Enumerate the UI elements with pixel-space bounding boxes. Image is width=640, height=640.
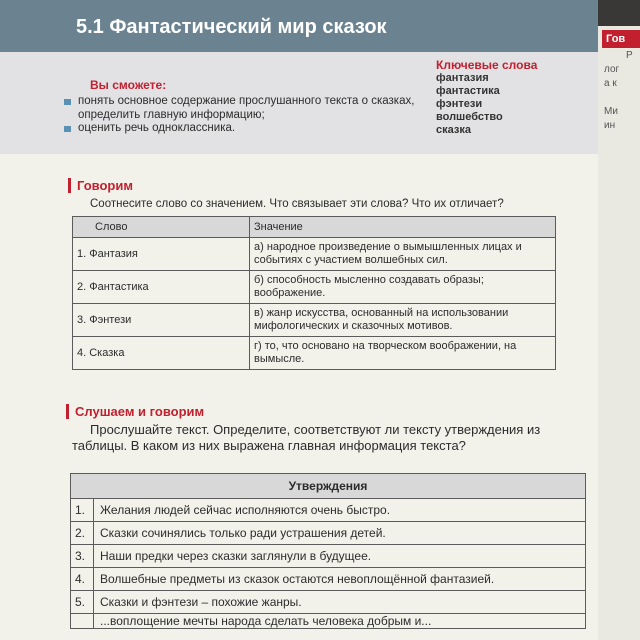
table-row <box>73 238 556 271</box>
side-section-tab: Гов <box>602 30 640 48</box>
match-table <box>72 216 556 370</box>
column-header: Значение <box>250 217 556 238</box>
bullet-icon <box>64 99 71 105</box>
row-number: 1. <box>71 499 94 522</box>
table-row <box>71 614 586 629</box>
column-header: Утверждения <box>71 474 586 499</box>
table-row <box>71 568 586 591</box>
goals-heading: Вы сможете: <box>90 78 167 92</box>
keywords-list <box>436 72 503 137</box>
listen-heading: Слушаем и говорим <box>66 404 204 419</box>
row-number: 5. <box>71 591 94 614</box>
statement-cell: Сказки сочинялись только ради устрашения детей. <box>94 522 586 545</box>
word-cell: 3. Фэнтези <box>73 304 250 337</box>
statement-cell: Наши предки через сказки заглянули в будущее. <box>94 545 586 568</box>
goal-text: оценить речь одноклассника. <box>78 122 236 134</box>
side-text: ин <box>604 120 616 131</box>
chapter-header <box>0 0 598 52</box>
row-number <box>71 614 94 629</box>
table-header-row <box>71 474 586 499</box>
word-cell: 1. Фантазия <box>73 238 250 271</box>
side-text: а к <box>604 78 617 89</box>
table-row <box>71 522 586 545</box>
goals-list <box>64 95 424 136</box>
meaning-cell: а) народное произведение о вымышленных лицах и событиях с участием волшебных сил. <box>250 238 556 271</box>
speak-heading: Говорим <box>68 178 133 193</box>
listen-task: Прослушайте текст. Определите, соответствуют ли тексту утверждения из таблицы. В каком из них выражена главная информация текста? <box>72 422 541 453</box>
bullet-icon <box>64 126 71 132</box>
row-number: 4. <box>71 568 94 591</box>
keyword: фантастика <box>436 85 500 97</box>
goal-item <box>64 122 424 136</box>
table-row <box>73 304 556 337</box>
table-row <box>71 499 586 522</box>
statements-table <box>70 473 586 629</box>
table-row <box>71 545 586 568</box>
keyword: фэнтези <box>436 98 483 110</box>
statement-cell: Сказки и фэнтези – похожие жанры. <box>94 591 586 614</box>
statement-cell: Волшебные предметы из сказок остаются невоплощённой фантазией. <box>94 568 586 591</box>
adjacent-page <box>598 26 640 640</box>
keyword: сказка <box>436 124 471 136</box>
word-cell: 4. Сказка <box>73 337 250 370</box>
row-number: 3. <box>71 545 94 568</box>
goal-item <box>64 95 424 122</box>
row-number: 2. <box>71 522 94 545</box>
keywords-heading: Ключевые слова <box>436 58 538 72</box>
table-row <box>71 591 586 614</box>
table-header-row <box>73 217 556 238</box>
meaning-cell: б) способность мысленно создавать образы; воображение. <box>250 271 556 304</box>
keyword: фантазия <box>436 72 489 84</box>
meaning-cell: в) жанр искусства, основанный на использовании мифологических и сказочных мотивов. <box>250 304 556 337</box>
side-text: Р <box>626 50 633 61</box>
keyword: волшебство <box>436 111 503 123</box>
statement-cell: Желания людей сейчас исполняются очень быстро. <box>94 499 586 522</box>
word-cell: 2. Фантастика <box>73 271 250 304</box>
statement-cell: ...воплощение мечты народа сделать человека добрым и... <box>94 614 586 629</box>
speak-task: Соотнесите слово со значением. Что связывает эти слова? Что их отличает? <box>90 198 504 210</box>
table-row <box>73 337 556 370</box>
meaning-cell: г) то, что основано на творческом воображении, на вымысле. <box>250 337 556 370</box>
column-header: Слово <box>73 217 250 238</box>
side-text: Ми <box>604 106 618 117</box>
goal-text: понять основное содержание прослушанного текста о сказках, определить главную информацию; <box>78 95 415 121</box>
side-text: лог <box>604 64 620 75</box>
chapter-title: 5.1 Фантастический мир сказок <box>76 16 387 38</box>
table-row <box>73 271 556 304</box>
